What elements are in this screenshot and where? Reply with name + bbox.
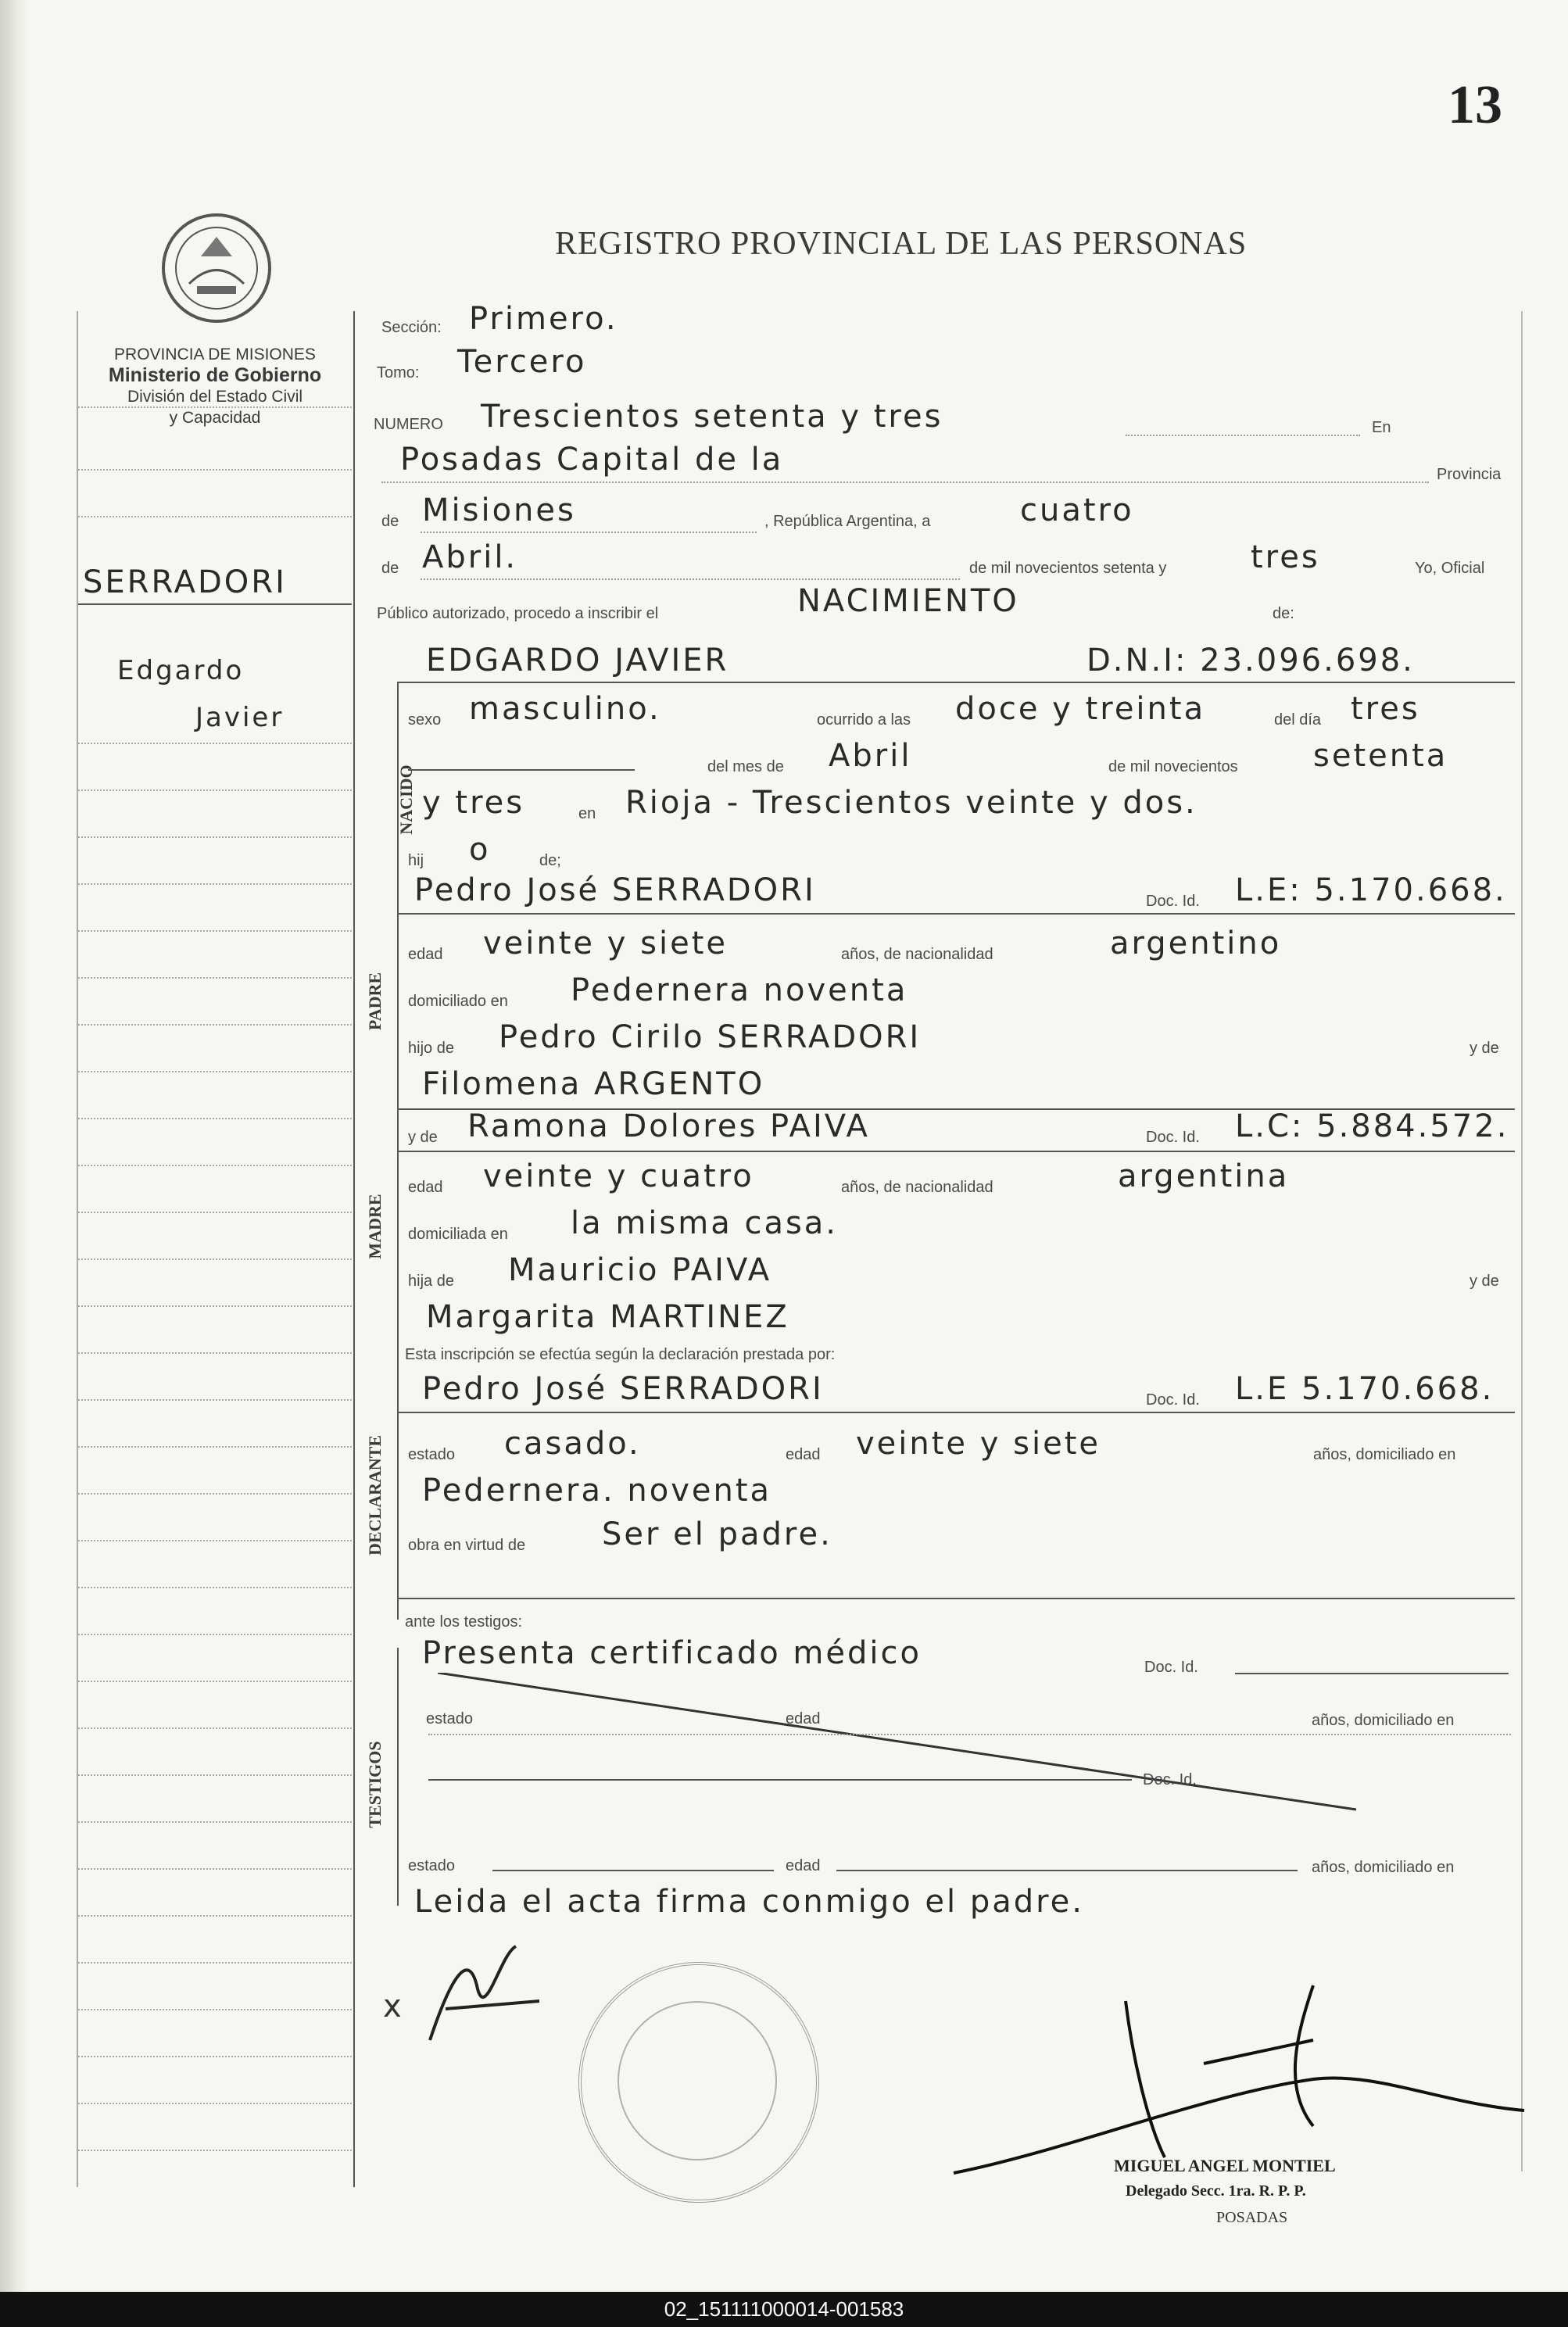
signer-role: Delegado Secc. 1ra. R. P. P. (1126, 2182, 1306, 2200)
ledger-line (78, 743, 352, 744)
testigo1-value: Presenta certificado médico (422, 1635, 922, 1671)
hij-suffix-value: o (469, 832, 491, 868)
decl-dom-value: Pedernera. noventa (422, 1473, 772, 1509)
footer-image-id: 02_151111000014-001583 (0, 2292, 1568, 2327)
left-header-province: PROVINCIA DE MISIONES (114, 345, 316, 363)
ledger-line (78, 1258, 352, 1260)
margin-given-name-2: Javier (195, 702, 285, 733)
section-label-testigos: TESTIGOS (365, 1741, 385, 1828)
ledger-line (78, 1071, 352, 1072)
page-number: 13 (1448, 75, 1502, 135)
margin-given-name-1: Edgardo (117, 655, 245, 686)
testigo2-name-rule (428, 1779, 1132, 1781)
madre-hija-value: Mauricio PAIVA (508, 1252, 772, 1288)
testigo2-estado-label: estado (408, 1857, 456, 1874)
dia-nac-value: tres (1351, 691, 1420, 727)
del-mes-label: del mes de (707, 758, 784, 775)
testigo2-edad-rule (836, 1870, 1298, 1871)
padre-anos-label: años, de nacionalidad (841, 946, 993, 963)
madre-nac-value: argentina (1118, 1158, 1290, 1194)
declarante-top-rule (397, 1412, 1515, 1413)
madre-y-de-label: y de (408, 1129, 438, 1146)
tomo-label: Tomo: (377, 364, 420, 381)
padre-doc-label: Doc. Id. (1146, 893, 1200, 910)
mes-value: Abril. (422, 539, 518, 575)
svg-text:x: x (383, 1989, 402, 2024)
lugar-dotted-line (381, 482, 1429, 483)
padre-hijo-value: Pedro Cirilo SERRADORI (499, 1019, 922, 1055)
nacido-top-rule (397, 682, 1515, 683)
ledger-line (78, 1774, 352, 1776)
testigo1-anos-label: años, domiciliado en (1312, 1712, 1455, 1729)
ledger-line (78, 883, 352, 885)
left-header-ministry: Ministerio de Gobierno (108, 364, 322, 386)
provincia-dotted-line (421, 532, 757, 533)
testigo2-doc-label: Doc. Id. (1143, 1771, 1197, 1788)
yo-oficial-label: Yo, Oficial (1415, 560, 1485, 577)
madre-doc-label: Doc. Id. (1146, 1129, 1200, 1146)
section-label-nacido: NACIDO (396, 764, 416, 835)
ledger-line (78, 1493, 352, 1495)
ledger-line (78, 1540, 352, 1541)
decl-estado-label: estado (408, 1446, 456, 1463)
ledger-line (78, 789, 352, 791)
page-title: REGISTRO PROVINCIAL DE LAS PERSONAS (555, 226, 1248, 262)
esta-inscripcion-label: Esta inscripción se efectúa según la declaración prestada por: (405, 1346, 836, 1363)
ledger-line (78, 1821, 352, 1823)
left-header (78, 344, 352, 428)
left-header-capacidad: y Capacidad (169, 409, 261, 427)
ledger-line (78, 1165, 352, 1166)
nombre-value: EDGARDO JAVIER (426, 643, 729, 678)
madre-madre-value: Margarita MARTINEZ (426, 1299, 789, 1335)
padre-y-de-label: y de (1470, 1040, 1499, 1057)
decl-doc-label: Doc. Id. (1146, 1391, 1200, 1409)
padre-dom-value: Pedernera noventa (571, 972, 908, 1008)
hij-label: hij (408, 852, 424, 869)
ledger-line (78, 516, 352, 517)
lugar-nac-value: Rioja - Trescientos veinte y dos. (625, 785, 1197, 821)
ledger-line (78, 1212, 352, 1213)
ledger-line (78, 1587, 352, 1588)
padre-edad-label: edad (408, 946, 443, 963)
testigo2-edad-label: edad (786, 1857, 821, 1874)
ledger-line (78, 2056, 352, 2057)
madre-dom-label: domiciliada en (408, 1226, 508, 1243)
section-label-padre: PADRE (365, 972, 385, 1031)
decl-doc-value: L.E 5.170.668. (1235, 1371, 1495, 1407)
ledger-line (78, 406, 352, 408)
dia-value: cuatro (1020, 492, 1134, 528)
province-seal-icon (158, 209, 275, 327)
ledger-line (78, 2009, 352, 2010)
margin-surname: SERRADORI (83, 564, 287, 600)
de-label: de (381, 513, 399, 530)
testigo2-estado-rule (492, 1870, 774, 1871)
padre-hijo-label: hijo de (408, 1040, 454, 1057)
seccion-value: Primero. (469, 301, 618, 337)
numero-value: Trescientos setenta y tres (481, 399, 943, 435)
acto-value: NACIMIENTO (797, 583, 1019, 619)
decl-obra-value: Ser el padre. (602, 1516, 832, 1552)
madre-name-rule (397, 1151, 1515, 1152)
de-colon-label: de: (1273, 605, 1294, 622)
ledger-line (78, 977, 352, 979)
padre-nac-value: argentino (1110, 925, 1282, 961)
official-stamp-inner (618, 2001, 777, 2161)
ledger-line (78, 1305, 352, 1307)
ledger-line (78, 1399, 352, 1401)
decl-edad-label: edad (786, 1446, 821, 1463)
padre-dom-label: domiciliado en (408, 993, 508, 1010)
tomo-value: Tercero (457, 344, 587, 380)
cierre-value: Leida el acta firma conmigo el padre. (414, 1884, 1084, 1920)
en-lower-label: en (578, 805, 596, 822)
provincia-value: Misiones (422, 492, 576, 528)
declarante-bottom-rule (397, 1598, 1515, 1599)
republica-label: , República Argentina, a (764, 513, 931, 530)
ledger-line (78, 1024, 352, 1026)
en-label: En (1372, 419, 1391, 436)
ledger-line (78, 1446, 352, 1448)
ledger-line (78, 1352, 352, 1354)
anio-nac1-value: setenta (1313, 738, 1448, 774)
madre-anos-label: años, de nacionalidad (841, 1179, 993, 1196)
testigo1-estado-label: estado (426, 1710, 474, 1727)
sexo-label: sexo (408, 711, 442, 729)
ledger-line (78, 1681, 352, 1682)
column-divider (353, 311, 355, 2187)
ledger-line (78, 1118, 352, 1119)
left-header-division: División del Estado Civil (127, 388, 303, 406)
anio-value: tres (1251, 539, 1320, 575)
de-mil-label: de mil novecientos setenta y (969, 560, 1167, 577)
testigo1-doc-label: Doc. Id. (1144, 1659, 1198, 1676)
ledger-line (78, 1868, 352, 1870)
testigos-divider (397, 1648, 399, 1906)
ledger-line (78, 1634, 352, 1635)
signer-city: POSADAS (1216, 2209, 1288, 2226)
seccion-label: Sección: (381, 319, 442, 336)
del-dia-label: del día (1274, 711, 1322, 729)
padre-madre-value: Filomena ARGENTO (422, 1066, 765, 1102)
decl-estado-value: casado. (504, 1426, 641, 1462)
declarant-signature (383, 1939, 586, 2056)
de-mil-nov-label: de mil novecientos (1108, 758, 1238, 775)
signer-name: MIGUEL ANGEL MONTIEL (1114, 2156, 1336, 2175)
padre-edad-value: veinte y siete (483, 925, 728, 961)
left-margin-rule (77, 311, 78, 2187)
madre-hija-label: hija de (408, 1273, 454, 1290)
padre-top-rule (397, 913, 1515, 915)
lugar-value: Posadas Capital de la (400, 442, 784, 478)
sexo-value: masculino. (469, 691, 661, 727)
decl-anos-label: años, domiciliado en (1313, 1446, 1456, 1463)
testigo2-anos-label: años, domiciliado en (1312, 1859, 1455, 1876)
madre-nombre-value: Ramona Dolores PAIVA (467, 1108, 870, 1144)
section-label-declarante: DECLARANTE (365, 1434, 385, 1556)
madre-y-de-label-2: y de (1470, 1273, 1499, 1290)
ledger-line (78, 1962, 352, 1964)
numero-dotted-line (1126, 435, 1360, 436)
numero-label: NUMERO (374, 416, 443, 433)
margin-surname-underline (78, 603, 352, 605)
padre-doc-value: L.E: 5.170.668. (1235, 872, 1507, 908)
section-label-madre: MADRE (365, 1194, 385, 1259)
provincia-label: Provincia (1437, 466, 1502, 483)
decl-edad-value: veinte y siete (856, 1426, 1101, 1462)
madre-doc-value: L.C: 5.884.572. (1235, 1108, 1509, 1144)
blank-rule (408, 769, 635, 771)
madre-edad-value: veinte y cuatro (483, 1158, 754, 1194)
decl-nombre-value: Pedro José SERRADORI (422, 1371, 824, 1407)
padre-nombre-value: Pedro José SERRADORI (414, 872, 816, 908)
anio-nac2-value: y tres (422, 785, 525, 821)
madre-dom-value: la misma casa. (571, 1205, 839, 1241)
ledger-line (78, 1915, 352, 1917)
testigo1-edad-label: edad (786, 1710, 821, 1727)
publico-label: Público autorizado, procedo a inscribir el (377, 605, 659, 622)
strike-line (438, 1673, 1360, 1829)
decl-obra-label: obra en virtud de (408, 1537, 526, 1554)
mes-dotted-line (421, 578, 960, 580)
mes-nac-value: Abril (829, 738, 912, 774)
madre-edad-label: edad (408, 1179, 443, 1196)
ledger-line (78, 2103, 352, 2104)
ocurrido-label: ocurrido a las (817, 711, 911, 729)
ledger-line (78, 836, 352, 838)
de-label-2: de (381, 560, 399, 577)
de-colon2-label: de; (539, 852, 561, 869)
ante-label: ante los testigos: (405, 1613, 523, 1631)
ledger-line (78, 469, 352, 471)
dni-value: D.N.I: 23.096.698. (1087, 643, 1415, 678)
ledger-line (78, 930, 352, 932)
binding-edge (0, 0, 30, 2292)
hora-value: doce y treinta (955, 691, 1206, 727)
right-margin-rule (1521, 311, 1523, 2171)
ledger-line (78, 1727, 352, 1729)
testigo1-dotted (428, 1734, 1511, 1735)
ledger-line (78, 2150, 352, 2151)
